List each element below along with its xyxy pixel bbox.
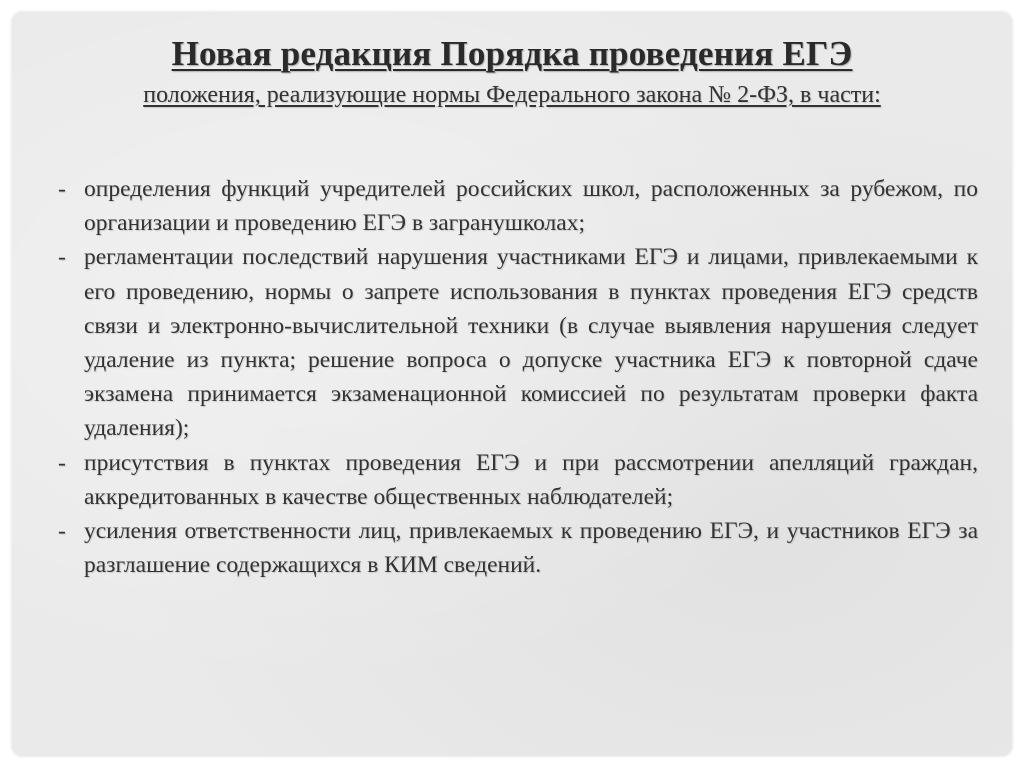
- list-item: [58, 514, 978, 582]
- list-item-text: регламентации последствий нарушения участниками ЕГЭ и лицами, привлекаемыми к его проведению, нормы о запрете использования в пунктах проведения ЕГЭ средств связи и электронно-вычислительной техники (в случае выявления нарушения следует удаление из пункта; решение вопроса о допуске участника ЕГЭ к повторной сдаче экзамена принимается экзаменационной комиссией по результатам проверки факта удаления);: [84, 244, 978, 442]
- list-bullet: -: [58, 176, 66, 202]
- slide-title: Новая редакция Порядка проведения ЕГЭ: [171, 34, 853, 73]
- list-item-text: присутствия в пунктах проведения ЕГЭ и при рассмотрении апелляций граждан, аккредитованных в качестве общественных наблюдателей;: [84, 449, 978, 510]
- list-bullet: -: [58, 449, 66, 476]
- slide-subtitle: положения, реализующие нормы Федерального закона № 2-ФЗ, в части:: [143, 82, 881, 108]
- list-item: [58, 172, 978, 240]
- slide: [12, 12, 1012, 756]
- list-item: [58, 240, 978, 445]
- provisions-list: [58, 172, 978, 582]
- list-bullet: -: [58, 244, 66, 271]
- list-item: [58, 446, 978, 514]
- list-item-text: усиления ответственности лиц, привлекаемых к проведению ЕГЭ, и участников ЕГЭ за разглашение содержащихся в КИМ сведений.: [84, 518, 978, 579]
- list-bullet: -: [58, 518, 66, 545]
- list-item-text: определения функций учредителей российских школ, расположенных за рубежом, по организации и проведению ЕГЭ в загранушколах;: [84, 176, 978, 237]
